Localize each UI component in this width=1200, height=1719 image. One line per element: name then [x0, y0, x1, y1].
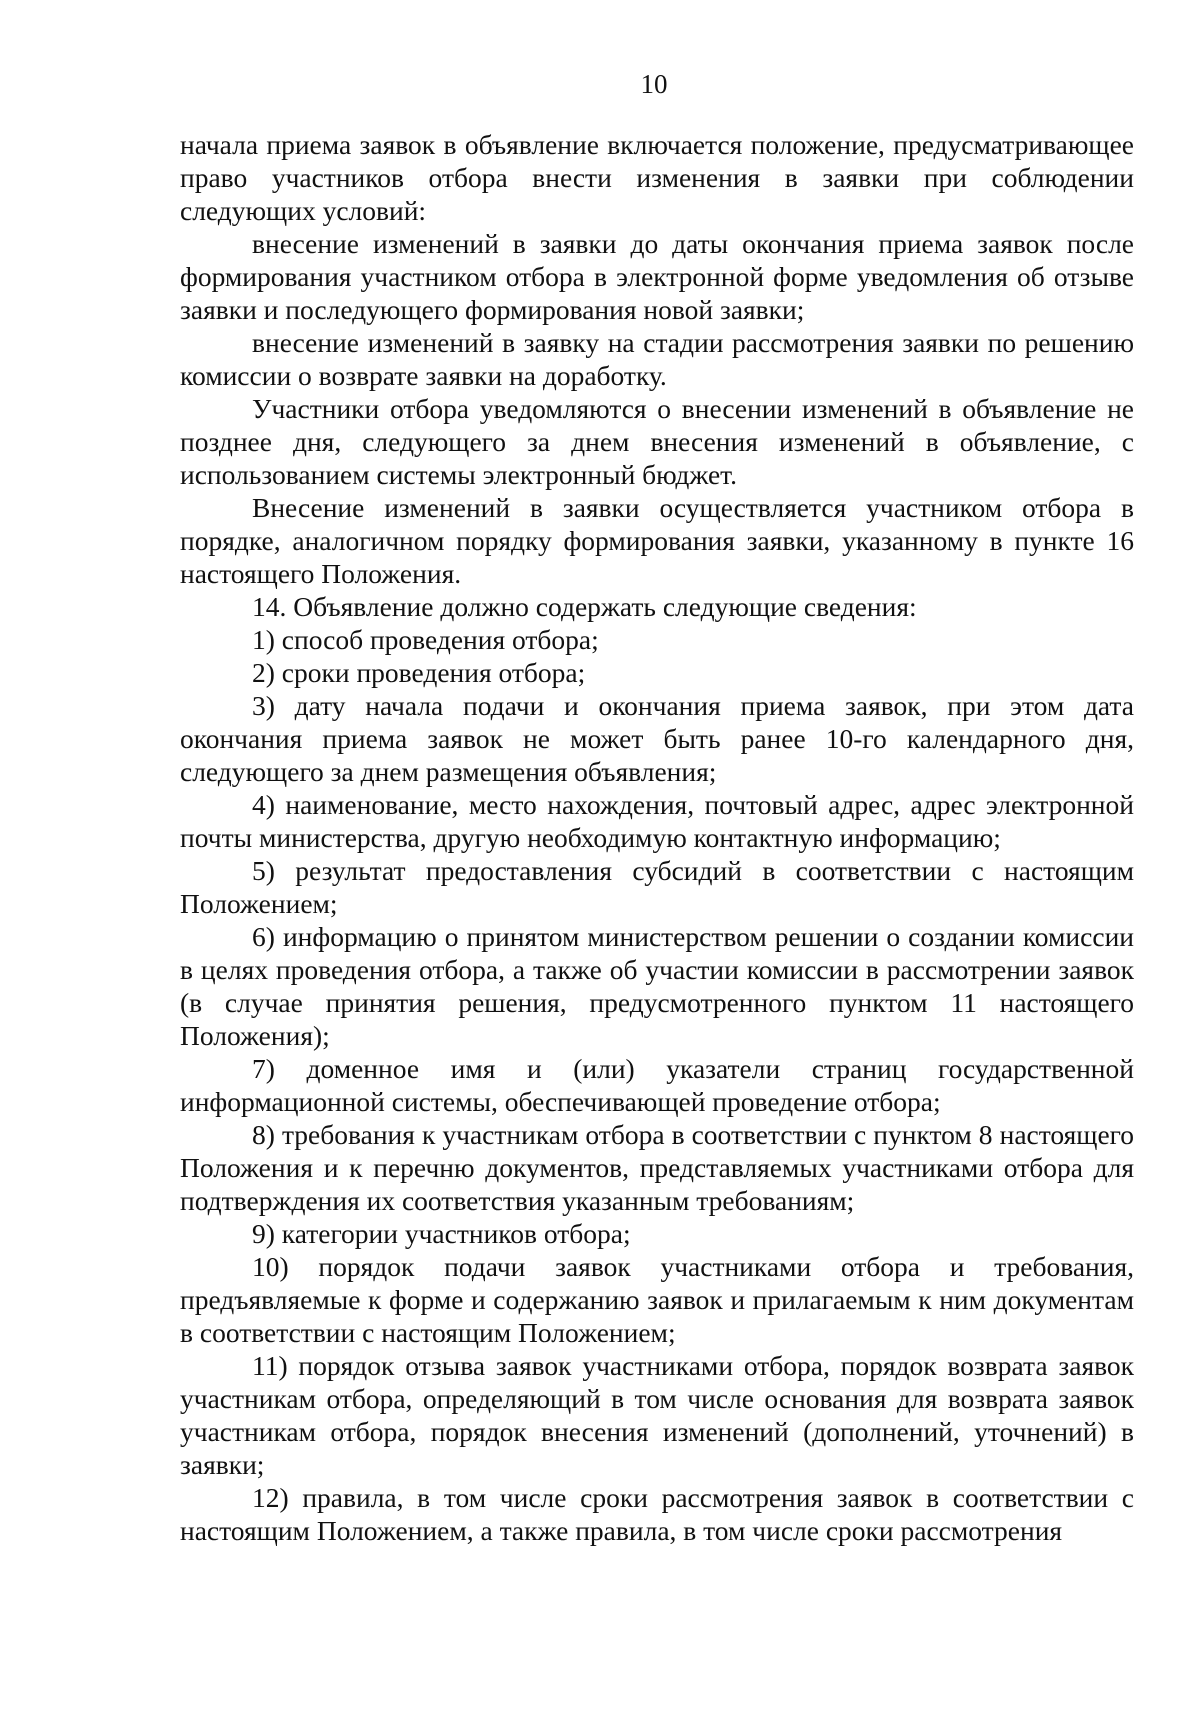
- paragraph: внесение изменений в заявку на стадии рассмотрения заявки по решению комиссии о возврате заявки на доработку.: [180, 327, 1134, 391]
- paragraph: Участники отбора уведомляются о внесении изменений в объявление не позднее дня, следующего за днем внесения изменений в объявление, с использованием системы электронный бюджет.: [180, 393, 1134, 490]
- list-item-6: 6) информацию о принятом министерством решении о создании комиссии в целях проведения отбора, а также об участии комиссии в рассмотрении заявок (в случае принятия решения, предусмотренного пунктом 11 настоящего Положения);: [180, 921, 1134, 1051]
- paragraph-continuation: начала приема заявок в объявление включается положение, предусматривающее право участников отбора внести изменения в заявки при соблюдении следующих условий:: [180, 129, 1134, 226]
- list-item-4: 4) наименование, место нахождения, почтовый адрес, адрес электронной почты министерства, другую необходимую контактную информацию;: [180, 789, 1134, 853]
- list-item-10: 10) порядок подачи заявок участниками отбора и требования, предъявляемые к форме и содержанию заявок и прилагаемым к ним документам в соответствии с настоящим Положением;: [180, 1251, 1134, 1348]
- list-item-8: 8) требования к участникам отбора в соответствии с пунктом 8 настоящего Положения и к перечню документов, представляемых участниками отбора для подтверждения их соответствия указанным требованиям;: [180, 1119, 1134, 1216]
- list-item-5: 5) результат предоставления субсидий в соответствии с настоящим Положением;: [180, 855, 1134, 919]
- list-item-11: 11) порядок отзыва заявок участниками отбора, порядок возврата заявок участникам отбора, определяющий в том числе основания для возврата заявок участникам отбора, порядок внесения изменений (дополнений, уточнений) в заявки;: [180, 1350, 1134, 1480]
- document-body: [180, 128, 1134, 1547]
- page-number: 10: [640, 69, 668, 99]
- list-item-9: 9) категории участников отбора;: [252, 1218, 631, 1249]
- list-item-1: 1) способ проведения отбора;: [252, 624, 599, 655]
- paragraph: Внесение изменений в заявки осуществляется участником отбора в порядке, аналогичном порядку формирования заявки, указанному в пункте 16 настоящего Положения.: [180, 492, 1134, 589]
- paragraph: внесение изменений в заявки до даты окончания приема заявок после формирования участником отбора в электронной форме уведомления об отзыве заявки и последующего формирования новой заявки;: [180, 228, 1134, 325]
- list-item-7: 7) доменное имя и (или) указатели страниц государственной информационной системы, обеспечивающей проведение отбора;: [180, 1053, 1134, 1117]
- section-heading-14: 14. Объявление должно содержать следующие сведения:: [252, 591, 917, 622]
- list-item-2: 2) сроки проведения отбора;: [252, 657, 586, 688]
- list-item-12: 12) правила, в том числе сроки рассмотрения заявок в соответствии с настоящим Положением, а также правила, в том числе сроки рассмотрения: [180, 1482, 1134, 1546]
- list-item-3: 3) дату начала подачи и окончания приема заявок, при этом дата окончания приема заявок не может быть ранее 10-го календарного дня, следующего за днем размещения объявления;: [180, 690, 1134, 787]
